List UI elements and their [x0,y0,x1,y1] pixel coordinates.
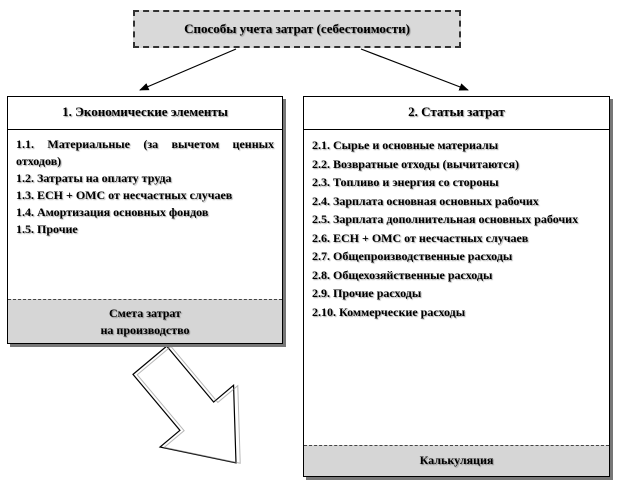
list-item: 1.3. ЕСН + ОМС от несчастных случаев [16,188,233,202]
list-item: 2.10. Коммерческие расходы [312,304,466,319]
list-item: 2.6. ЕСН + ОМС от несчастных случаев [312,230,529,245]
cost-items-list [304,130,609,321]
list-item: 2.1. Сырье и основные материалы [312,138,499,152]
costing-footer: Калькуляция [304,445,609,476]
list-item: 2.2. Возвратные отходы (вычитаются) [312,156,519,171]
list-item: 2.5. Зарплата дополнительная основных рабочих [312,212,579,226]
economic-elements-list [8,130,282,238]
cost-estimate-footer [8,299,282,343]
cost-items-heading: 2. Статьи затрат [304,97,609,130]
list-item: 2.8. Общехозяйственные расходы [312,267,493,282]
cost-estimate-line1: Смета затрат [108,306,182,320]
list-item: 1.5. Прочие [16,222,78,236]
list-item: 2.9. Прочие расходы [312,286,422,300]
arrow-to-cost-items [361,49,468,90]
cost-estimate-line2: на производство [100,323,190,337]
block-arrow [113,327,277,483]
list-item: 1.2. Затраты на оплату труда [16,171,172,185]
arrow-to-economic-elements [140,49,236,90]
list-item: 1.1. Материальные (за вычетом ценных отходов) [16,137,274,168]
diagram-title: Способы учета затрат (себестоимости) [133,10,461,48]
economic-elements-panel [7,96,283,344]
cost-items-panel [303,96,610,477]
economic-elements-heading: 1. Экономические элементы [8,97,282,130]
list-item: 2.7. Общепроизводственные расходы [312,249,513,263]
list-item: 2.3. Топливо и энергия со стороны [312,175,499,189]
list-item: 1.4. Амортизация основных фондов [16,205,209,219]
list-item: 2.4. Зарплата основная основных рабочих [312,193,539,208]
